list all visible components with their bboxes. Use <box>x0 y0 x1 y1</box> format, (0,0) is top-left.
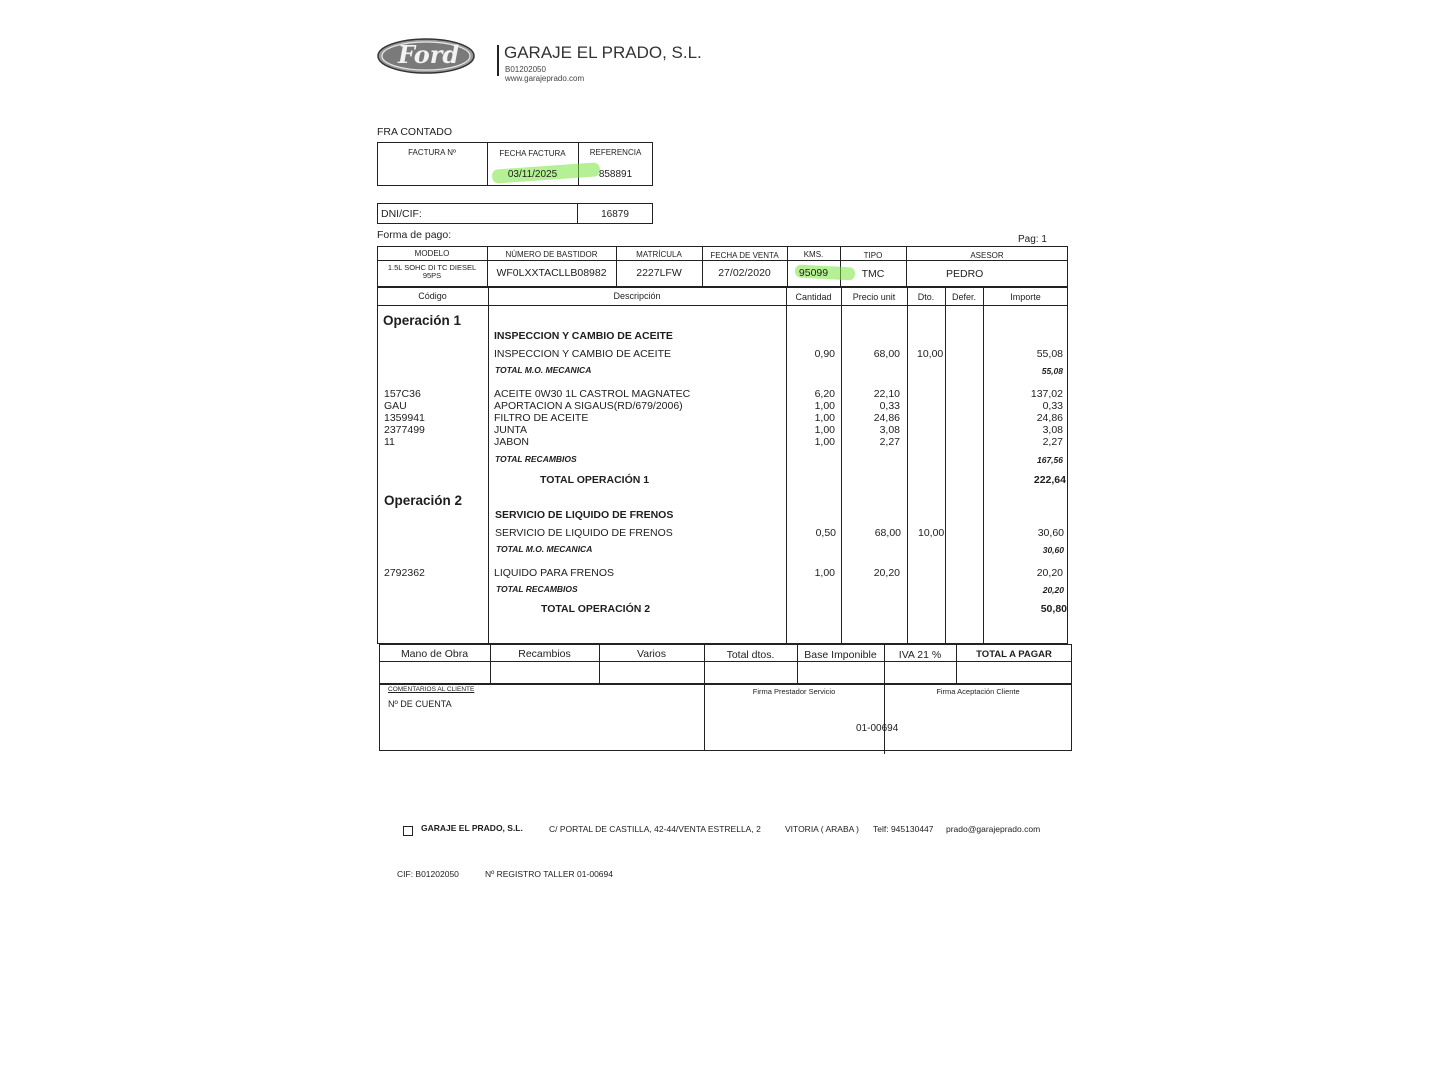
divider <box>907 287 908 644</box>
footer-checkbox-icon <box>403 826 413 836</box>
part-amount: 2,27 <box>1042 436 1063 448</box>
totals-varios: Varios <box>637 648 666 660</box>
page-number: Pag: 1 <box>1018 234 1047 245</box>
part-code: 2792362 <box>384 567 425 579</box>
op2-total-label: TOTAL OPERACIÓN 2 <box>541 603 651 615</box>
provider-signature-label: Firma Prestador Servicio <box>752 687 836 696</box>
op2-labor-qty: 0,50 <box>815 527 836 539</box>
items-table <box>377 287 1068 644</box>
totals-total-pagar: TOTAL A PAGAR <box>976 649 1052 660</box>
part-code: GAU <box>384 400 407 412</box>
invoice-date-label: FECHA FACTURA <box>499 149 566 158</box>
part-amount: 137,02 <box>1030 388 1063 400</box>
payment-method-label: Forma de pago: <box>377 229 452 241</box>
dni-label: DNI/CIF: <box>381 208 422 220</box>
col-header-cantidad: Cantidad <box>795 292 832 302</box>
part-price: 20,20 <box>873 567 900 579</box>
op1-labor-total: 55,08 <box>1041 366 1063 376</box>
divider <box>841 287 842 644</box>
part-price: 3,08 <box>879 424 900 436</box>
vehicle-fecha-venta: 27/02/2020 <box>718 267 771 279</box>
operation-1-service-title: INSPECCION Y CAMBIO DE ACEITE <box>494 330 673 342</box>
col-header-precio: Precio unit <box>852 292 896 302</box>
part-price: 0,33 <box>879 400 900 412</box>
part-code: 11 <box>384 436 395 448</box>
part-code: 157C36 <box>384 388 421 400</box>
divider <box>379 661 1072 662</box>
invoice-number-label: FACTURA Nº <box>408 148 456 157</box>
vehicle-asesor: PEDRO <box>946 268 984 280</box>
op1-labor-qty: 0,90 <box>814 348 835 360</box>
totals-recambios: Recambios <box>518 648 571 660</box>
op1-parts-total: 167,56 <box>1037 455 1063 465</box>
col-header-dto: Dto. <box>917 292 935 302</box>
op2-parts-total-label: TOTAL RECAMBIOS <box>496 584 578 594</box>
part-amount: 3,08 <box>1042 424 1063 436</box>
footer-tel: Telf: 945130447 <box>873 824 934 834</box>
part-amount: 20,20 <box>1036 567 1063 579</box>
vehicle-matricula: 2227LFW <box>636 267 682 279</box>
ford-logo <box>376 37 476 75</box>
part-desc: ACEITE 0W30 1L CASTROL MAGNATEC <box>494 388 691 400</box>
col-header-codigo: Código <box>418 291 447 301</box>
part-amount: 24,86 <box>1036 412 1063 424</box>
part-price: 2,27 <box>879 436 900 448</box>
totals-iva: IVA 21 % <box>898 649 942 661</box>
part-amount: 0,33 <box>1042 400 1063 412</box>
part-qty: 1,00 <box>814 436 835 448</box>
workshop-registry: 01-00694 <box>856 723 899 734</box>
part-desc: JABON <box>494 436 530 448</box>
vehicle-bastidor: WF0LXXTACLLB08982 <box>496 267 607 279</box>
op2-labor-dto: 10,00 <box>918 527 945 539</box>
operation-1-title: Operación 1 <box>383 313 462 328</box>
op1-total: 222,64 <box>1033 474 1066 486</box>
part-code: 1359941 <box>384 412 425 424</box>
op1-labor-total-label: TOTAL M.O. MECANICA <box>495 365 592 375</box>
part-desc: JUNTA <box>494 424 528 436</box>
op2-total: 50,80 <box>1040 603 1067 615</box>
op2-parts-total: 20,20 <box>1042 585 1064 595</box>
col-header-descripcion: Descripción <box>613 291 661 301</box>
op1-total-label: TOTAL OPERACIÓN 1 <box>540 474 650 486</box>
op1-labor-amount: 55,08 <box>1036 348 1063 360</box>
part-desc: FILTRO DE ACEITE <box>494 412 589 424</box>
op1-labor-dto: 10,00 <box>917 348 944 360</box>
divider <box>945 287 946 644</box>
op2-labor-total: 30,60 <box>1042 545 1064 555</box>
vehicle-modelo-line1: 1.5L SOHC DI TC DIESEL <box>387 263 477 272</box>
vehicle-modelo-line2: 95PS <box>422 271 442 280</box>
vehicle-header-modelo: MODELO <box>414 249 450 258</box>
part-qty: 1,00 <box>814 424 835 436</box>
vehicle-tipo: TMC <box>861 268 885 280</box>
invoice-date-value: 03/11/2025 <box>507 169 558 180</box>
ford-logo-text: Ford <box>398 40 460 69</box>
vehicle-header-asesor: ASESOR <box>970 251 1004 260</box>
op1-labor-price: 68,00 <box>873 348 900 360</box>
dni-value: 16879 <box>601 209 629 220</box>
divider <box>488 287 489 644</box>
divider <box>377 305 1068 306</box>
op1-parts-total-label: TOTAL RECAMBIOS <box>495 454 577 464</box>
invoice-ref-label: REFERENCIA <box>589 148 642 157</box>
comments-label: COMENTARIOS AL CLIENTE <box>388 686 475 693</box>
op2-labor-desc: SERVICIO DE LIQUIDO DE FRENOS <box>495 527 673 539</box>
operation-2-title: Operación 2 <box>384 493 463 508</box>
footer-cif: CIF: B01202050 <box>397 869 459 879</box>
part-qty: 1,00 <box>814 412 835 424</box>
part-desc: LIQUIDO PARA FRENOS <box>494 567 614 579</box>
footer-city: VITORIA ( ARABA ) <box>785 824 860 834</box>
divider <box>377 260 1068 261</box>
account-number-label: Nº DE CUENTA <box>388 699 452 709</box>
col-header-importe: Importe <box>1010 292 1041 302</box>
footer-registry: Nº REGISTRO TALLER 01-00694 <box>485 869 613 879</box>
company-website: www.garajeprado.com <box>505 74 585 83</box>
header-divider <box>497 45 499 76</box>
op2-labor-price: 68,00 <box>874 527 901 539</box>
divider <box>786 287 787 644</box>
footer-email: prado@garajeprado.com <box>946 824 1041 834</box>
op2-labor-amount: 30,60 <box>1037 527 1064 539</box>
part-qty: 6,20 <box>814 388 835 400</box>
op2-labor-total-label: TOTAL M.O. MECANICA <box>496 544 593 554</box>
vehicle-kms: 95099 <box>798 267 829 279</box>
part-qty: 1,00 <box>814 567 835 579</box>
totals-dtos: Total dtos. <box>726 649 775 661</box>
client-signature-label: Firma Aceptación Cliente <box>936 687 1020 696</box>
invoice-type: FRA CONTADO <box>377 126 453 138</box>
company-name: GARAJE EL PRADO, S.L. <box>504 43 702 62</box>
part-qty: 1,00 <box>814 400 835 412</box>
totals-base-imponible: Base Imponible <box>804 649 877 661</box>
part-code: 2377499 <box>384 424 425 436</box>
company-cif-code: B01202050 <box>505 65 546 74</box>
footer-company: GARAJE EL PRADO, S.L. <box>421 823 523 833</box>
vehicle-header-fecha: FECHA DE VENTA <box>710 251 779 260</box>
totals-mano-obra: Mano de Obra <box>400 648 469 660</box>
invoice-ref-value: 858891 <box>598 169 633 180</box>
vehicle-header-matricula: MATRÍCULA <box>636 250 682 259</box>
part-price: 22,10 <box>873 388 900 400</box>
part-price: 24,86 <box>873 412 900 424</box>
op1-labor-desc: INSPECCION Y CAMBIO DE ACEITE <box>494 348 671 360</box>
part-desc: APORTACION A SIGAUS(RD/679/2006) <box>494 400 683 412</box>
vehicle-header-kms: KMS. <box>803 250 824 259</box>
operation-2-service-title: SERVICIO DE LIQUIDO DE FRENOS <box>495 509 674 521</box>
footer-address: C/ PORTAL DE CASTILLA, 42-44/VENTA ESTRELLA, 2 <box>549 824 761 834</box>
vehicle-header-bastidor: NÚMERO DE BASTIDOR <box>505 250 598 259</box>
vehicle-header-tipo: TIPO <box>863 251 883 260</box>
col-header-defer: Defer. <box>951 292 976 302</box>
